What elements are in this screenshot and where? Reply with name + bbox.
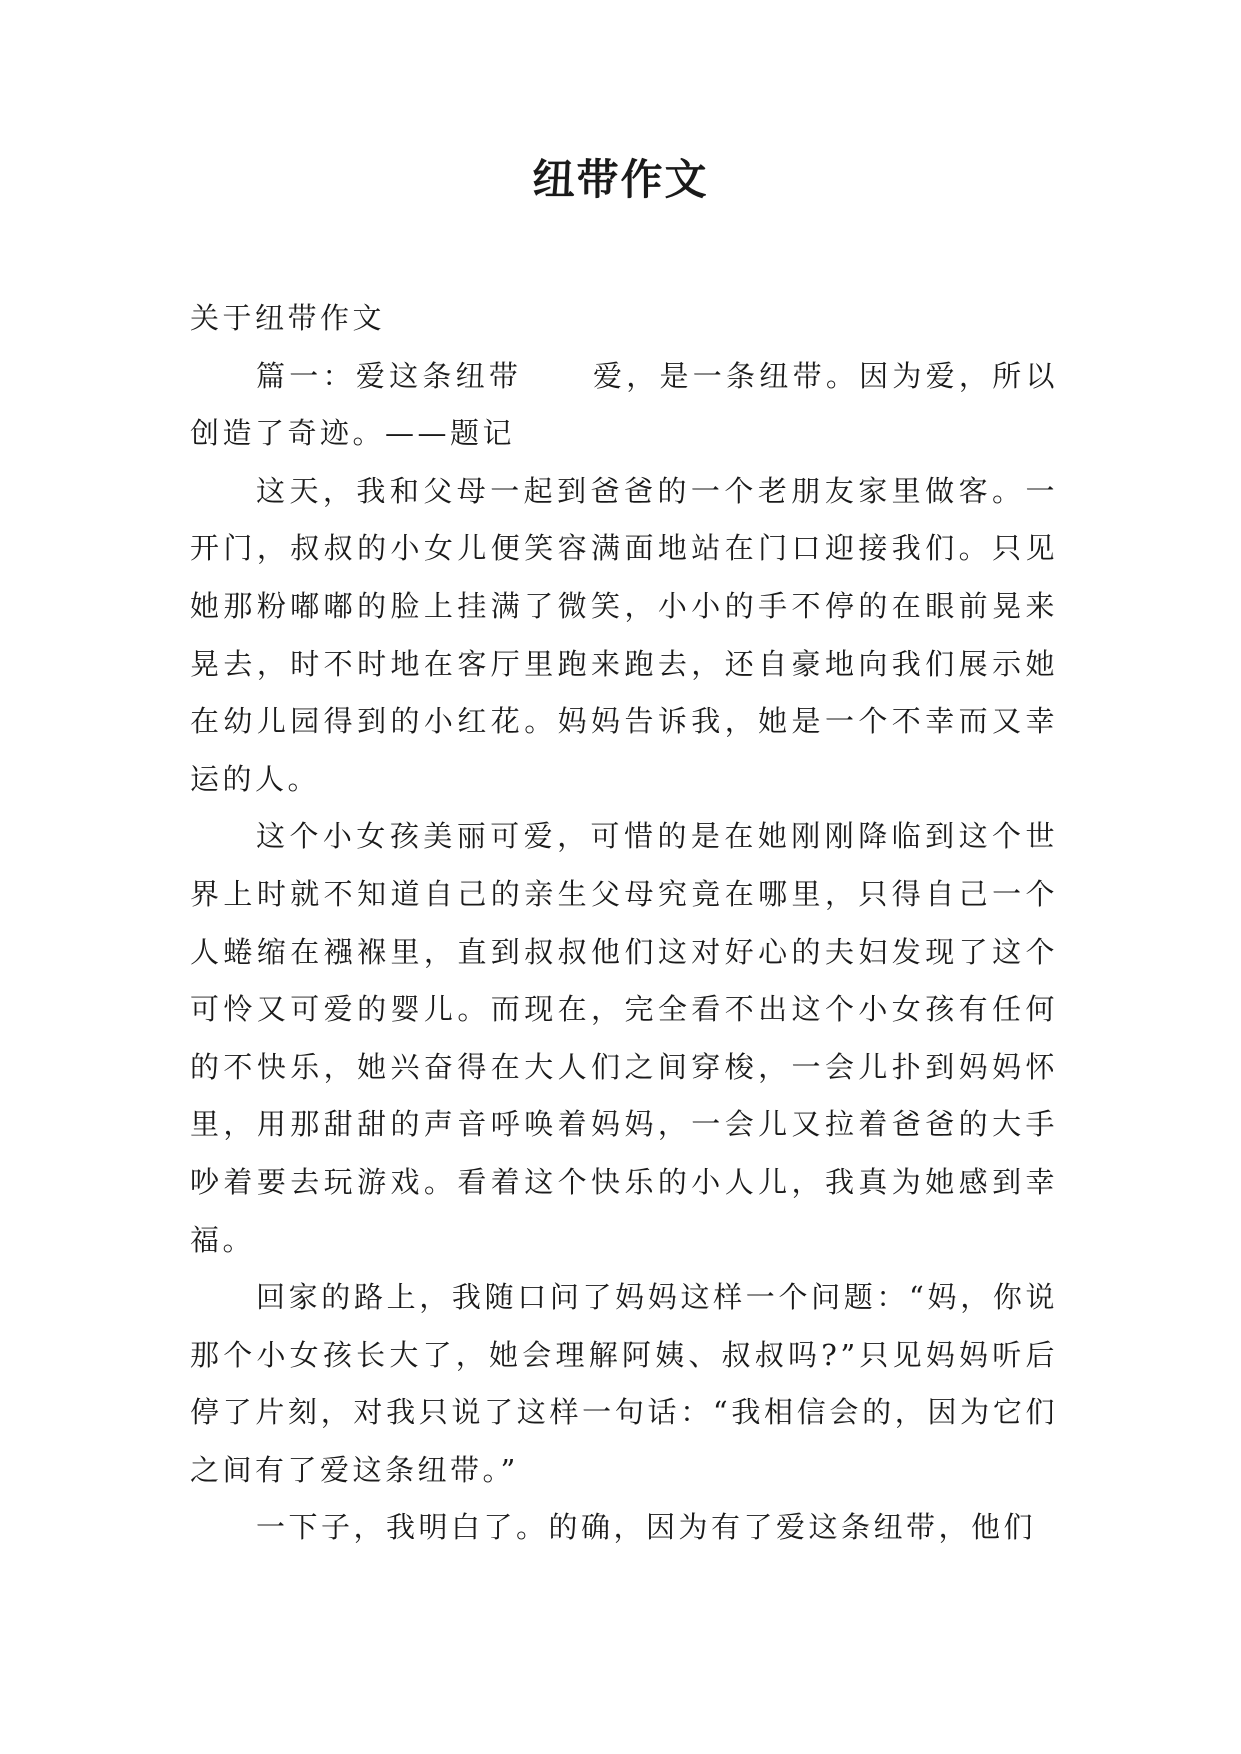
paragraph-5: 一下子，我明白了。的确，因为有了爱这条纽带，他们 xyxy=(256,1510,1037,1545)
paragraph-1-text: 爱，是一条纽带。因为爱，所以创造了奇迹。——题记 xyxy=(190,358,1058,451)
document-subtitle: 关于纽带作文 xyxy=(190,301,386,335)
paragraph-2: 这天，我和父母一起到爸爸的一个老朋友家里做客。一开门，叔叔的小女儿便笑容满面地站在门口迎接我们。只见她那粉嘟嘟的脸上挂满了微笑，小小的手不停的在眼前晃来晃去，时不时地在客厅里跑来跑去，还自豪地向我们展示她在幼儿园得到的小红花。妈妈告诉我，她是一个不幸而又幸运的人。 xyxy=(190,473,1058,796)
document-body xyxy=(190,290,1058,1557)
paragraph-3: 这个小女孩美丽可爱，可惜的是在她刚刚降临到这个世界上时就不知道自己的亲生父母究竟在哪里，只得自己一个人蜷缩在襁褓里，直到叔叔他们这对好心的夫妇发现了这个可怜又可爱的婴儿。而现在，完全看不出这个小女孩有任何的不快乐，她兴奋得在大人们之间穿梭，一会儿扑到妈妈怀里，用那甜甜的声音呼唤着妈妈，一会儿又拉着爸爸的大手吵着要去玩游戏。看着这个快乐的小人儿，我真为她感到幸福。 xyxy=(190,819,1058,1257)
document-title: 纽带作文 xyxy=(532,155,709,204)
section-heading: 篇一：爱这条纽带 xyxy=(256,358,523,393)
paragraph-1 xyxy=(190,348,1058,463)
paragraph-4: 回家的路上，我随口问了妈妈这样一个问题：“妈，你说那个小女孩长大了，她会理解阿姨、叔叔吗?”只见妈妈听后停了片刻，对我只说了这样一句话：“我相信会的，因为它们之间有了爱这条纽带。” xyxy=(190,1280,1058,1487)
